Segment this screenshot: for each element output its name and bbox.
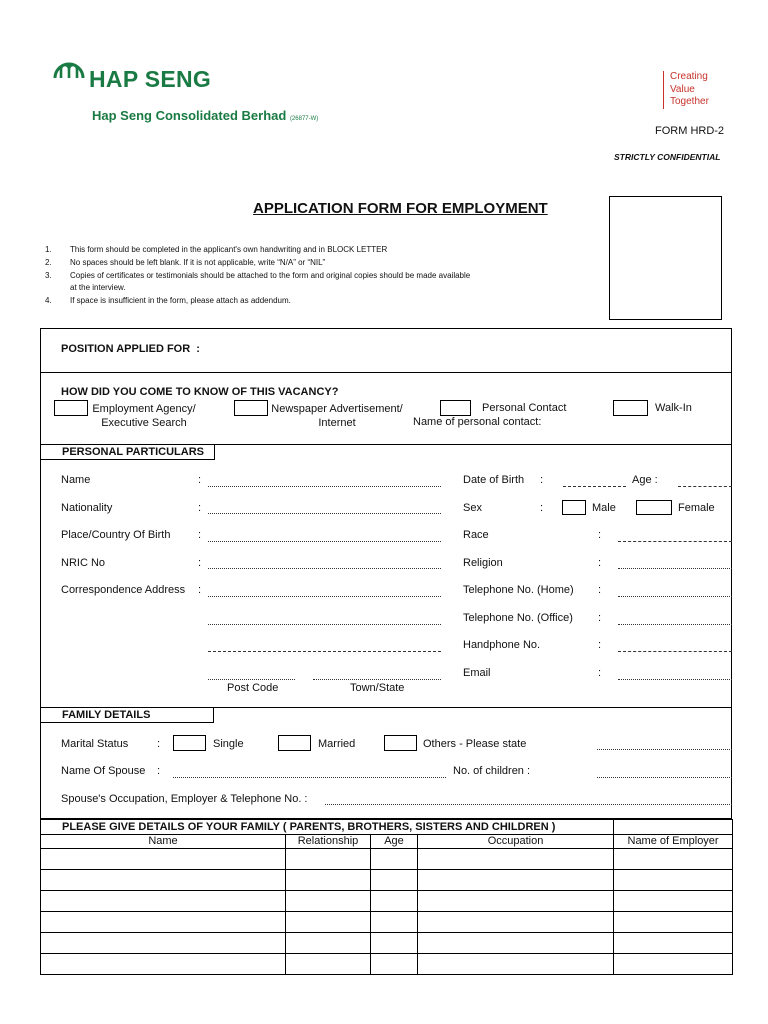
column-header-name: Name [41, 835, 286, 849]
slogan-line: Value [670, 83, 695, 95]
religion-field[interactable] [618, 568, 732, 569]
table-cell[interactable] [614, 891, 733, 912]
male-checkbox[interactable] [562, 500, 586, 515]
company-name-text: Hap Seng Consolidated Berhad [92, 108, 287, 123]
table-cell[interactable] [614, 933, 733, 954]
race-field[interactable] [618, 541, 732, 542]
table-cell[interactable] [614, 954, 733, 975]
male-label: Male [592, 502, 616, 514]
personal-contact-name-label: Name of personal contact: [413, 416, 542, 428]
dob-label: Date of Birth [463, 474, 525, 486]
female-checkbox[interactable] [636, 500, 672, 515]
nationality-field[interactable] [208, 513, 441, 514]
tel-office-label: Telephone No. (Office) [463, 612, 573, 624]
address-field-line3[interactable] [208, 651, 441, 652]
table-cell[interactable] [41, 954, 286, 975]
table-cell[interactable] [286, 912, 371, 933]
table-cell[interactable] [371, 954, 418, 975]
colon: : [198, 529, 202, 541]
vacancy-question: HOW DID YOU COME TO KNOW OF THIS VACANCY? [61, 386, 339, 398]
table-cell[interactable] [41, 891, 286, 912]
table-cell[interactable] [41, 933, 286, 954]
divider [40, 372, 732, 373]
colon: : [598, 557, 602, 569]
post-code-label: Post Code [227, 682, 279, 694]
slogan-line: Creating [670, 71, 708, 82]
nationality-label: Nationality [61, 502, 113, 514]
spouse-name-field[interactable] [173, 777, 446, 778]
email-field[interactable] [618, 679, 732, 680]
agency-checkbox[interactable] [54, 400, 88, 416]
table-cell[interactable] [418, 870, 614, 891]
table-cell[interactable] [371, 849, 418, 870]
race-label: Race [463, 529, 489, 541]
handphone-label: Handphone No. [463, 639, 541, 651]
column-header-employer: Name of Employer [614, 835, 733, 849]
logo-text: HAP SENG [89, 66, 212, 92]
walk-in-label: Walk-In [655, 402, 692, 414]
female-label: Female [678, 502, 715, 514]
spouse-occupation-label: Spouse's Occupation, Employer & Telephone No. : [61, 793, 308, 805]
table-cell [614, 820, 733, 835]
town-state-field[interactable] [313, 679, 441, 680]
tel-office-field[interactable] [618, 624, 732, 625]
married-checkbox[interactable] [278, 735, 311, 751]
table-cell[interactable] [286, 933, 371, 954]
table-cell[interactable] [418, 912, 614, 933]
position-applied-label: POSITION APPLIED FOR : [61, 343, 200, 355]
column-header-age: Age [371, 835, 418, 849]
handphone-field[interactable] [618, 651, 732, 652]
table-cell[interactable] [418, 849, 614, 870]
children-label: No. of children : [453, 765, 531, 777]
table-row [41, 954, 733, 975]
table-row [41, 912, 733, 933]
family-table-caption: PLEASE GIVE DETAILS OF YOUR FAMILY ( PARENTS, BROTHERS, SISTERS AND CHILDREN ) [41, 820, 614, 835]
post-code-field[interactable] [208, 679, 295, 680]
place-of-birth-field[interactable] [208, 541, 441, 542]
place-of-birth-label: Place/Country Of Birth [61, 529, 171, 541]
table-cell[interactable] [614, 870, 733, 891]
colon: : [598, 667, 602, 679]
personal-contact-label: Personal Contact [482, 402, 567, 414]
colon: : [198, 557, 202, 569]
form-code: FORM HRD-2 [655, 125, 725, 137]
family-table-caption-row [41, 820, 733, 835]
table-cell[interactable] [371, 912, 418, 933]
slogan-line: Together [670, 96, 709, 107]
table-cell[interactable] [41, 912, 286, 933]
slogan [663, 71, 709, 109]
colon: : [540, 474, 544, 486]
table-cell[interactable] [286, 891, 371, 912]
table-cell[interactable] [41, 849, 286, 870]
marital-status-label: Marital Status [61, 738, 129, 750]
colon: : [157, 738, 161, 750]
company-name [92, 108, 318, 123]
table-cell[interactable] [371, 870, 418, 891]
age-label: Age : [632, 474, 658, 486]
colon: : [598, 639, 602, 651]
nric-field[interactable] [208, 568, 441, 569]
newspaper-label: Newspaper Advertisement/ Internet [271, 403, 403, 429]
colon: : [598, 584, 602, 596]
table-cell[interactable] [614, 849, 733, 870]
section-family-details: FAMILY DETAILS [40, 707, 214, 723]
tel-home-field[interactable] [618, 596, 732, 597]
newspaper-checkbox[interactable] [234, 400, 268, 416]
name-label: Name [61, 474, 91, 486]
others-field[interactable] [597, 749, 732, 750]
colon: : [198, 502, 202, 514]
section-personal-particulars: PERSONAL PARTICULARS [40, 444, 215, 460]
address-field-line2[interactable] [208, 624, 441, 625]
colon: : [157, 765, 161, 777]
table-cell[interactable] [418, 891, 614, 912]
others-checkbox[interactable] [384, 735, 417, 751]
logo-emblem-icon [53, 52, 85, 80]
table-row [41, 849, 733, 870]
religion-label: Religion [463, 557, 503, 569]
table-cell[interactable] [286, 870, 371, 891]
photo-box[interactable] [609, 196, 722, 320]
agency-label: Employment Agency/ Executive Search [92, 403, 196, 429]
table-cell[interactable] [286, 849, 371, 870]
confidential-label: STRICTLY CONFIDENTIAL [614, 152, 721, 162]
children-field[interactable] [597, 777, 732, 778]
column-header-occupation: Occupation [418, 835, 614, 849]
others-label: Others - Please state [423, 738, 527, 750]
page-title: APPLICATION FORM FOR EMPLOYMENT [253, 200, 548, 217]
name-field[interactable] [208, 486, 441, 487]
email-label: Email [463, 667, 491, 679]
sex-label: Sex [463, 502, 482, 514]
table-cell[interactable] [286, 954, 371, 975]
single-label: Single [213, 738, 244, 750]
table-row [41, 933, 733, 954]
tel-home-label: Telephone No. (Home) [463, 584, 574, 596]
single-checkbox[interactable] [173, 735, 206, 751]
colon: : [198, 584, 202, 596]
table-row [41, 870, 733, 891]
address-label: Correspondence Address [61, 584, 186, 596]
table-cell[interactable] [614, 912, 733, 933]
table-row [41, 891, 733, 912]
town-state-label: Town/State [350, 682, 405, 694]
company-reg: (26877-W) [289, 116, 319, 122]
family-table-header [41, 835, 733, 849]
dob-field[interactable] [563, 486, 626, 487]
married-label: Married [318, 738, 356, 750]
family-table [40, 819, 733, 975]
table-cell[interactable] [418, 954, 614, 975]
position-applied-field[interactable] [205, 338, 725, 360]
table-cell[interactable] [41, 870, 286, 891]
spouse-name-label: Name Of Spouse [61, 765, 146, 777]
walk-in-checkbox[interactable] [613, 400, 648, 416]
personal-contact-checkbox[interactable] [440, 400, 471, 416]
nric-label: NRIC No [61, 557, 106, 569]
colon: : [198, 474, 202, 486]
table-cell[interactable] [371, 933, 418, 954]
spouse-occupation-field[interactable] [325, 804, 732, 805]
address-field-line1[interactable] [208, 596, 441, 597]
table-cell[interactable] [371, 891, 418, 912]
colon: : [540, 502, 544, 514]
table-cell[interactable] [418, 933, 614, 954]
colon: : [598, 612, 602, 624]
column-header-relationship: Relationship [286, 835, 371, 849]
age-field[interactable] [678, 486, 732, 487]
colon: : [598, 529, 602, 541]
